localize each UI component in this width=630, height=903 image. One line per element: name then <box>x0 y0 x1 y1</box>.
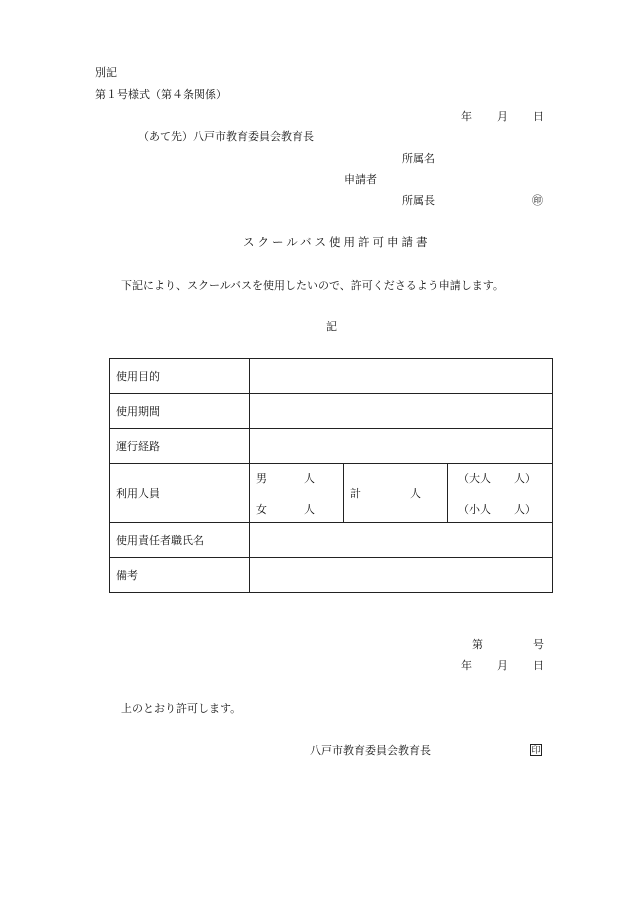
approval-date-year: 年 <box>461 659 472 672</box>
approval-number-prefix: 第 <box>472 638 483 651</box>
users-label: 利用人員 <box>110 464 250 523</box>
table-row <box>110 523 553 558</box>
date-day: 日 <box>533 110 544 123</box>
female-person-unit: 人 <box>304 503 315 516</box>
date-year: 年 <box>461 110 472 123</box>
application-table <box>109 358 553 593</box>
period-field[interactable] <box>250 394 553 429</box>
attachment-label: 別記 <box>95 66 117 79</box>
adult-person-unit: 人） <box>513 472 536 485</box>
purpose-label: 使用目的 <box>110 359 250 394</box>
total-count-cell[interactable] <box>343 464 447 523</box>
responsible-field[interactable] <box>250 523 553 558</box>
addressee: （あて先）八戸市教育委員会教育長 <box>138 130 314 143</box>
gender-count-cell[interactable] <box>250 464 344 523</box>
child-person-unit: 人） <box>513 503 536 516</box>
age-count-cell[interactable] <box>447 464 552 523</box>
approval-number-suffix: 号 <box>533 638 544 651</box>
table-row <box>110 464 553 523</box>
female-label: 女 <box>256 503 267 516</box>
table-row <box>110 558 553 593</box>
adult-label: （大人 <box>457 472 491 485</box>
table-row <box>110 394 553 429</box>
document-title: スクールバス使用許可申請書 <box>243 235 431 249</box>
official-seal-icon: 印 <box>531 746 541 756</box>
seal-mark-icon: ㊞ <box>532 194 543 207</box>
child-label: （小人 <box>457 503 491 516</box>
route-field[interactable] <box>250 429 553 464</box>
approval-text: 上のとおり許可します。 <box>121 702 242 715</box>
form-number: 第１号様式（第４条関係） <box>95 88 227 101</box>
male-person-unit: 人 <box>304 472 315 485</box>
approval-date-month: 月 <box>497 659 508 672</box>
affiliation-label: 所属名 <box>402 152 435 165</box>
approval-authority: 八戸市教育委員会教育長 <box>310 744 431 757</box>
responsible-label: 使用責任者職氏名 <box>110 523 250 558</box>
ki-heading: 記 <box>326 320 337 333</box>
applicant-label: 申請者 <box>344 173 377 186</box>
date-month: 月 <box>497 110 508 123</box>
head-label: 所属長 <box>402 194 435 207</box>
remarks-label: 備考 <box>110 558 250 593</box>
male-label: 男 <box>256 472 267 485</box>
purpose-field[interactable] <box>250 359 553 394</box>
total-label: 計 <box>349 487 361 500</box>
remarks-field[interactable] <box>250 558 553 593</box>
total-person-unit: 人 <box>409 487 421 500</box>
intro-text: 下記により、スクールバスを使用したいので、許可くださるよう申請します。 <box>121 279 504 292</box>
period-label: 使用期間 <box>110 394 250 429</box>
table-row <box>110 359 553 394</box>
table-row <box>110 429 553 464</box>
route-label: 運行経路 <box>110 429 250 464</box>
approval-date-day: 日 <box>533 659 544 672</box>
